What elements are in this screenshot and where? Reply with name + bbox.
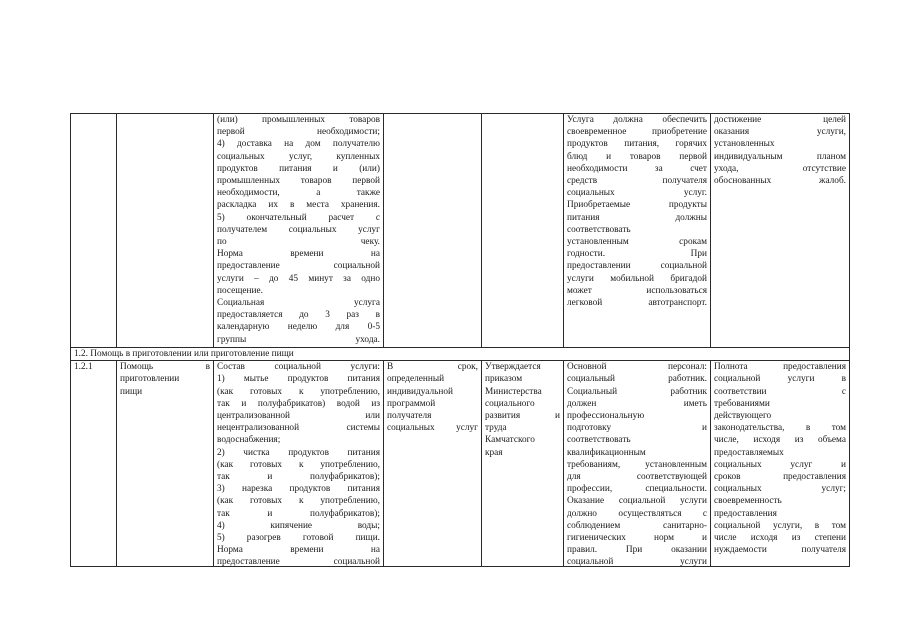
text-line: сроков предоставления (714, 472, 846, 483)
cell-cost (482, 114, 564, 348)
text-line: (или) промышленных товаров (217, 115, 380, 125)
text-line: социальной услуги, в том (714, 520, 846, 531)
table-row-1-2-1 (71, 361, 850, 567)
text-line: так и полуфабрикатов) водой из (217, 398, 380, 409)
text-line: социальных услуг и (714, 459, 846, 470)
text-line: нецентрализованной системы (217, 423, 380, 434)
cell-cost (482, 361, 564, 567)
text-line: предоставляется до 3 раз в (217, 310, 380, 321)
text-line: социальных услуг. (567, 188, 707, 199)
text-line: раскладка их в места хранения. (217, 200, 380, 211)
text-line: получателя (387, 411, 432, 422)
text-line: гигиенических норм и (567, 533, 707, 544)
text-line: предоставляемых (714, 447, 784, 458)
text-line: Приобретаемые продукты (567, 200, 707, 211)
text-line: Норма времени на (217, 545, 380, 556)
text-line: группы ухода. (217, 334, 380, 345)
text-line: установленным срокам (567, 237, 707, 248)
text-line: предоставлении социальной (567, 261, 707, 272)
text-line: соответствовать (567, 435, 631, 446)
text-line: (как готовых к употреблению, (217, 459, 380, 470)
text-line: социальных услуг (387, 423, 478, 434)
text-line: предоставления (714, 508, 777, 519)
cell-service-name (117, 114, 214, 348)
text-line: требованиями (714, 398, 770, 409)
text-line: числе исходя из степени (714, 533, 846, 544)
cell-term (384, 361, 482, 567)
text-line: 1) мытье продуктов питания (217, 374, 380, 385)
text-line: Министерства (485, 386, 542, 397)
text-line: блюд и товаров первой (567, 151, 707, 162)
text-line: может использоваться (567, 285, 707, 296)
text-line: для соответствующей (567, 472, 707, 483)
text-line: социальный работник. (567, 374, 707, 385)
text-line: продуктов питания, горячих (567, 139, 707, 150)
text-line: Основной персонал: (567, 362, 707, 373)
text-line: должен иметь (567, 398, 707, 409)
text-line: средств получателя (567, 176, 707, 187)
table-row-continued (71, 114, 850, 348)
text-line: (как готовых к употреблению, (217, 496, 380, 507)
text-line: труда (485, 423, 507, 434)
text-line: необходимости за счет (567, 163, 707, 174)
text-line: Социальный работник (567, 386, 707, 397)
text-line: нуждаемости получателя (714, 545, 846, 556)
text-line: установленных (714, 139, 775, 150)
text-line: легковой автотранспорт. (567, 298, 707, 309)
text-line: своевременное приобретение (567, 127, 707, 138)
services-standard-table (70, 113, 850, 567)
text-line: программой (387, 398, 436, 409)
text-line: В срок, (387, 362, 478, 373)
text-line: услуги – до 45 минут за одно (217, 273, 380, 284)
text-line: законодательства, в том (714, 423, 846, 434)
text-line: Оказание социальной услуги (567, 496, 707, 507)
text-line: Помощь в (120, 362, 210, 373)
text-line: правил. При оказании (567, 545, 707, 556)
text-line: 4) кипячение воды; (217, 520, 380, 531)
text-line: 5) разогрев готовой пищи. (217, 533, 380, 544)
text-line: индивидуальной (387, 386, 453, 397)
text-line: края (485, 447, 503, 458)
text-line: обоснованных жалоб. (714, 176, 846, 187)
text-line: требованиям, установленным (567, 459, 707, 470)
text-line: развития и (485, 411, 560, 422)
text-line: Утверждается (485, 362, 541, 373)
cell-conditions (564, 361, 711, 567)
text-line: годности. При (567, 249, 707, 260)
text-line: социальных услуг, купленных (217, 151, 380, 162)
text-line: (как готовых к употреблению, (217, 386, 380, 397)
text-line: социальной услуги в (714, 374, 846, 385)
text-line: централизованной или (217, 411, 380, 422)
text-line: приказом (485, 374, 523, 385)
section-header: 1.2. Помощь в приготовлении или приготовление пищи (71, 348, 850, 361)
text-line: приготовлении (120, 374, 180, 385)
text-line: питания должны (567, 212, 707, 223)
text-line: социальных услуг; (714, 484, 846, 495)
text-line: так и полуфабрикатов); (217, 508, 380, 519)
text-line: своевременность (714, 496, 782, 507)
text-line: пищи (120, 386, 143, 397)
text-line: профессиональную (567, 411, 645, 422)
text-line: так и полуфабрикатов); (217, 472, 380, 483)
text-line: оказания услуги, (714, 127, 846, 138)
text-line: услуги мобильной бригадой (567, 273, 707, 284)
text-line: должно осуществляться с (567, 508, 707, 519)
text-line: достижение целей (714, 115, 846, 125)
text-line: Социальная услуга (217, 298, 380, 309)
section-header-row (71, 348, 850, 361)
text-line: социального (485, 398, 535, 409)
text-line: 5) окончательный расчет с (217, 212, 380, 223)
text-line: посещение. (217, 285, 263, 296)
cell-number (71, 114, 117, 348)
text-line: получателем социальных услуг (217, 224, 380, 235)
text-line: соответствии с (714, 386, 846, 397)
text-line: числе, исходя из объема (714, 435, 846, 446)
text-line: промышленных товаров первой (217, 176, 380, 187)
text-line: Услуга должна обеспечить (567, 115, 707, 125)
cell-conditions (564, 114, 711, 348)
text-line: первой необходимости; (217, 127, 380, 138)
cell-quality (711, 114, 850, 348)
text-line: водоснабжения; (217, 435, 281, 446)
text-line: 2) чистка продуктов питания (217, 447, 380, 458)
text-line: индивидуальным планом (714, 151, 846, 162)
text-line: Норма времени на (217, 249, 380, 260)
cell-term (384, 114, 482, 348)
text-line: соответствовать (567, 224, 631, 235)
text-line: ухода, отсутствие (714, 163, 846, 174)
text-line: социальной услуги (567, 557, 707, 567)
text-line: предоставление социальной (217, 557, 380, 567)
text-line: определенный (387, 374, 445, 385)
cell-quality (711, 361, 850, 567)
text-line: Полнота предоставления (714, 362, 846, 373)
cell-service-content (214, 114, 384, 348)
cell-number: 1.2.1 (71, 361, 117, 567)
text-line: предоставление социальной (217, 261, 380, 272)
text-line: 3) нарезка продуктов питания (217, 484, 380, 495)
cell-service-name (117, 361, 214, 567)
text-line: профессии, специальности. (567, 484, 707, 495)
text-line: календарную неделю для 0-5 (217, 322, 380, 333)
text-line: соблюдением санитарно- (567, 520, 707, 531)
cell-service-content (214, 361, 384, 567)
text-line: действующего (714, 411, 772, 422)
text-line: 4) доставка на дом получателю (217, 139, 380, 150)
text-line: необходимости, а также (217, 188, 380, 199)
text-line: Состав социальной услуги: (217, 362, 380, 373)
text-line: по чеку. (217, 237, 380, 248)
text-line: продуктов питания и (или) (217, 163, 380, 174)
text-line: Камчатского (485, 435, 535, 446)
text-line: квалификационным (567, 447, 646, 458)
text-line: подготовку и (567, 423, 707, 434)
